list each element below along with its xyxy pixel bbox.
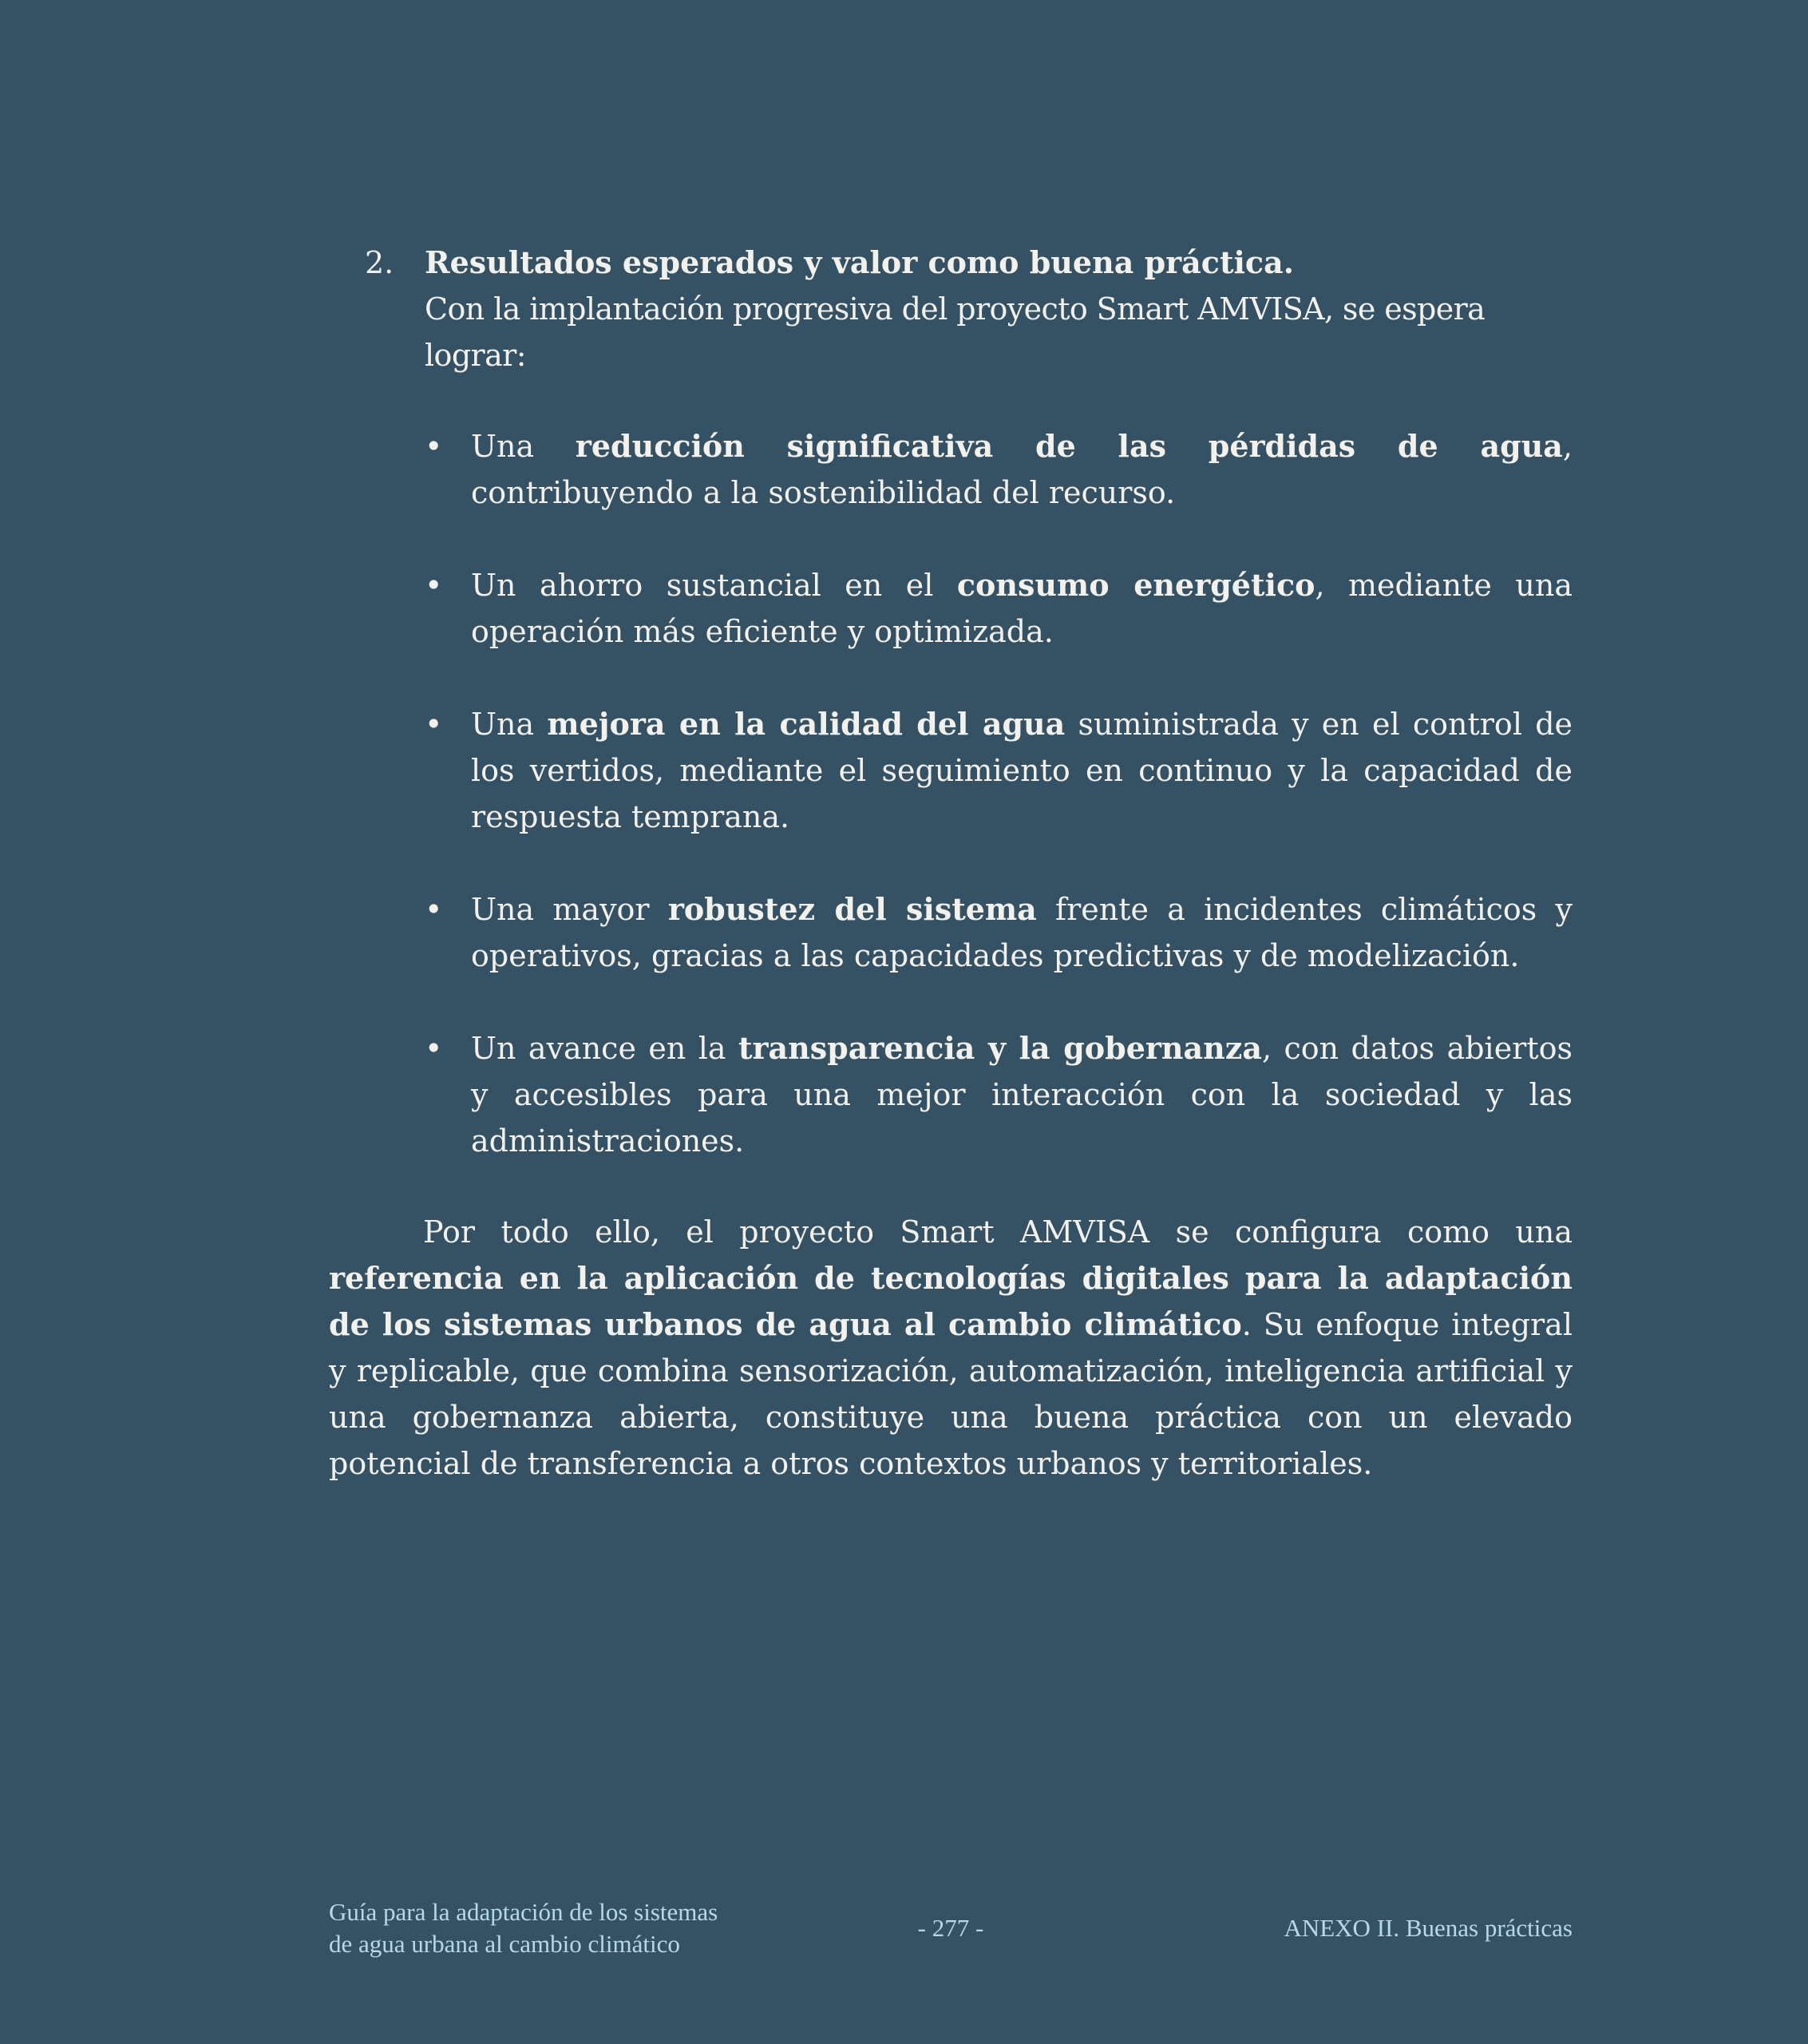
list-item (425, 886, 1573, 979)
bullet-emphasis: transparencia y la gobernanza (738, 1030, 1262, 1066)
section-title: Resultados esperados y valor como buena práctica. (425, 244, 1294, 280)
bullet-text: frente a incidentes climáticos y operativos, gracias a las capacidades predictivas y de modelización. (471, 892, 1573, 973)
footer-title-line: Guía para la adaptación de los sistemas (329, 1898, 718, 1926)
list-item (425, 423, 1573, 516)
bullet-text: Un avance en la (471, 1031, 738, 1066)
bullet-text: , con datos abiertos y accesibles para una mejor interacción con la sociedad y las administraciones. (471, 1031, 1573, 1159)
closing-paragraph (329, 1209, 1573, 1487)
closing-text: Por todo ello, el proyecto Smart AMVISA se configura como una (423, 1214, 1573, 1250)
footer-section-label: ANEXO II. Buenas prácticas (1284, 1914, 1573, 1942)
section-intro: Con la implantación progresiva del proyecto Smart AMVISA, se espera lograr: (425, 291, 1486, 373)
expected-results-list (329, 423, 1573, 1164)
list-item (425, 701, 1573, 840)
section-number: 2. (365, 245, 394, 280)
closing-emphasis: referencia en la aplicación de tecnologías digitales para la adaptación de los sistemas urbanos de agua al cambio climático (329, 1260, 1573, 1342)
bullet-text: , mediante una operación más eficiente y optimizada. (471, 568, 1573, 649)
footer-title-line: de agua urbana al cambio climático (329, 1930, 680, 1958)
section-header (329, 240, 1573, 378)
bullet-text: Una mayor (471, 892, 668, 927)
page-content (329, 240, 1573, 1487)
bullet-text: suministrada y en el control de los vertidos, mediante el seguimiento en continuo y la capacidad de respuesta temprana. (471, 707, 1573, 834)
bullet-icon: • (425, 892, 443, 927)
bullet-emphasis: consumo energético (956, 567, 1315, 603)
bullet-text: Un ahorro sustancial en el (471, 568, 957, 603)
bullet-emphasis: mejora en la calidad del agua (547, 706, 1066, 742)
bullet-emphasis: robustez del sistema (667, 891, 1037, 927)
page-number: - 277 - (917, 1914, 984, 1942)
bullet-icon: • (425, 707, 443, 742)
bullet-text: Una (471, 707, 548, 742)
bullet-icon: • (425, 568, 443, 603)
bullet-icon: • (425, 1031, 443, 1066)
bullet-text: Una (471, 429, 576, 464)
list-item (425, 1025, 1573, 1164)
bullet-emphasis: reducción significativa de las pérdidas de agua (575, 428, 1563, 464)
bullet-icon: • (425, 429, 443, 464)
list-item (425, 562, 1573, 655)
closing-text: . Su enfoque integral y replicable, que combina sensorización, automatización, inteligencia artificial y una gobernanza abierta, constituye una buena práctica con un elevado potencial de transferencia a otros contextos urbanos y territoriales. (329, 1307, 1573, 1481)
bullet-text: , contribuyendo a la sostenibilidad del recurso. (471, 429, 1573, 510)
page-footer (329, 1896, 1573, 1960)
